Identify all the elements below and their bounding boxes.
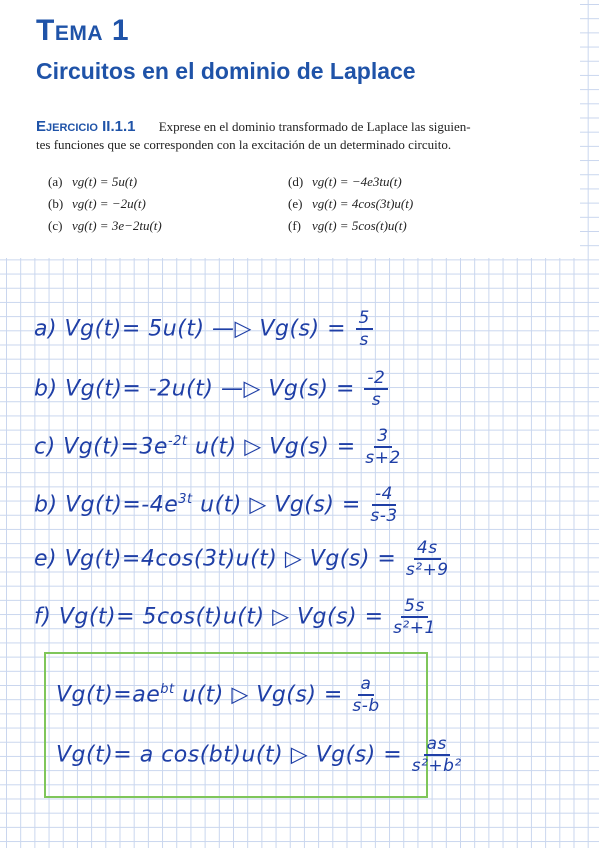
printed-textbook-excerpt [0,0,580,258]
exercise-item-e: (e) vg(t) = 4cos(3t)u(t) [288,196,414,211]
chapter-subtitle: Circuitos en el dominio de Laplace [36,58,416,84]
summary-formula-cosine: Vg(t)= a cos(bt)u(t) ▷ Vg(s) = $\frac{as}{\text{s²+b²}}$ [56,734,462,776]
statement-line-1: Exprese en el dominio transformado de Laplace las siguien- [158,119,471,134]
exercise-item-c: (c) vg(t) = 3e−2tu(t) [48,218,162,233]
exercise-item-d: (d) vg(t) = −4e3tu(t) [288,174,402,189]
exercise-item-b: (b) vg(t) = −2u(t) [48,196,146,211]
exercise-label: Ejercicio II.1.1 [36,118,136,135]
exercise-statement [36,118,471,135]
statement-line-2: tes funciones que se corresponden con la excitación de un determinado circuito. [36,137,452,152]
handwritten-answer-a: a) Vg(t)= 5u(t) —▷ Vg(s) = $\frac{5}{s}$ [34,310,373,349]
handwritten-answer-d: b) $Vg(t)=-4e^{3t}$ u(t) ▷ Vg(s) = $\frac{-4}{s-3}$ [34,484,398,526]
chapter-title: Tema 1 [36,14,130,47]
handwritten-answer-b: b) Vg(t)= -2u(t) —▷ Vg(s) = $\frac{-2}{s}$ [34,370,388,409]
exercise-item-f: (f) vg(t) = 5cos(t)u(t) [288,218,407,233]
summary-formula-exponential: $Vg(t)=ae^{bt}$ u(t) ▷ Vg(s) = $\frac{a}{s-b}$ [56,674,380,716]
handwritten-answer-e: e) Vg(t)=4cos(3t)u(t) ▷ Vg(s) = $\frac{4s}{\text{s²+9}}$ [34,538,449,580]
handwritten-answer-c: c) $Vg(t)=3e^{-2t}$ u(t) ▷ Vg(s) = $\frac{3}{s+2}$ [34,426,401,468]
exercise-item-a: (a) vg(t) = 5u(t) [48,174,138,189]
handwritten-answer-f: f) Vg(t)= 5cos(t)u(t) ▷ Vg(s) = $\frac{5s}{\text{s²+1}}$ [34,596,436,638]
